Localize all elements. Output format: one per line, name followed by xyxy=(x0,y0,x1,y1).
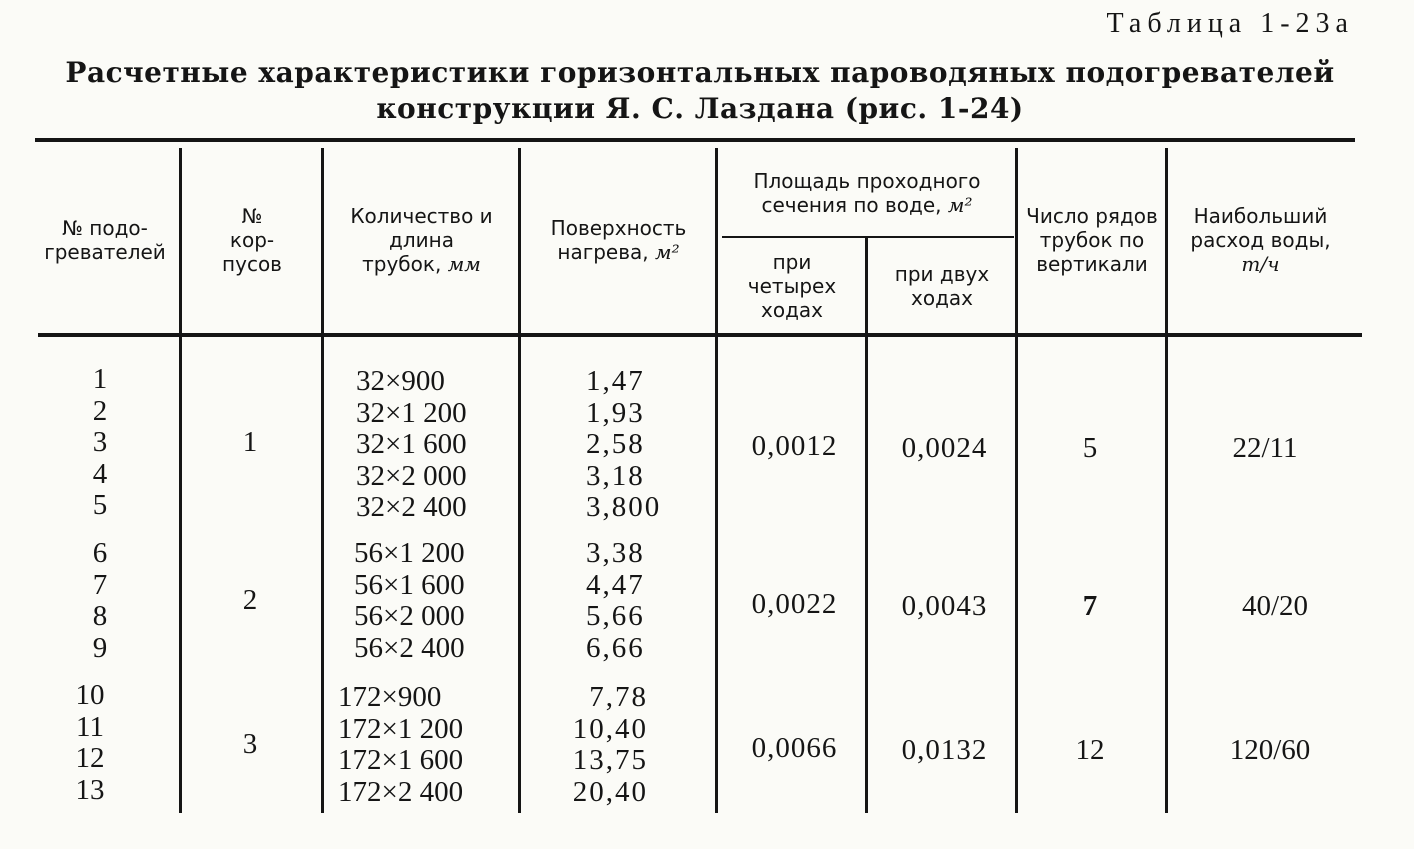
table-number-label: Таблица 1-23а xyxy=(1106,8,1354,39)
group-1-rows: 5 xyxy=(1082,432,1098,464)
surface-value: 3,800 xyxy=(586,491,662,524)
tube-spec: 32×1 600 xyxy=(356,428,467,461)
group-3-heaters xyxy=(50,680,130,806)
tube-spec: 32×1 200 xyxy=(356,396,467,429)
table-title xyxy=(40,55,1360,127)
surface-value: 3,38 xyxy=(586,537,645,569)
header-bottom-rule xyxy=(38,333,1362,337)
heater-no: 13 xyxy=(75,773,105,806)
tube-spec: 172×1 200 xyxy=(338,712,464,745)
subheader-rule xyxy=(722,236,1014,238)
surface-value: 13,75 xyxy=(572,744,648,777)
group-3-body: 3 xyxy=(242,728,258,760)
group-2-surface xyxy=(586,538,696,664)
heater-no: 10 xyxy=(75,679,105,711)
header-body-no: № кор-пусов xyxy=(222,204,282,276)
heater-no: 11 xyxy=(76,710,104,743)
surface-value: 1,93 xyxy=(586,396,645,429)
heater-no: 3 xyxy=(92,426,108,459)
surface-value: 2,58 xyxy=(586,428,645,461)
header-surface: Поверхность нагрева, м² xyxy=(550,216,687,264)
group-1-area-four: 0,0012 xyxy=(751,430,838,462)
heater-no: 6 xyxy=(92,537,108,569)
header-rows: Число рядов трубок по вертикали xyxy=(1026,204,1158,276)
group-1-heaters xyxy=(60,364,140,522)
surface-value: 20,40 xyxy=(572,775,648,808)
group-2-area-two: 0,0043 xyxy=(901,590,988,622)
group-3-rows: 12 xyxy=(1075,734,1105,766)
tube-spec: 32×2 000 xyxy=(356,459,467,492)
group-2-rows: 7 xyxy=(1082,590,1098,622)
heater-no: 4 xyxy=(92,457,108,490)
header-tubes: Количество и длина трубок, мм xyxy=(350,204,493,276)
header-area-four-passes: при четырех ходах xyxy=(747,250,837,322)
group-3-area-two: 0,0132 xyxy=(901,734,988,766)
header-flow: Наибольший расход воды, т/ч xyxy=(1190,204,1331,276)
tube-spec: 56×1 200 xyxy=(354,537,465,569)
group-2-body: 2 xyxy=(242,584,258,616)
surface-value: 6,66 xyxy=(586,631,645,664)
header-heater-no: № подо-гревателей xyxy=(44,216,166,264)
group-3-surface xyxy=(540,682,648,808)
tube-spec: 56×2 400 xyxy=(354,631,465,664)
heater-no: 7 xyxy=(92,568,108,601)
tube-spec: 172×1 600 xyxy=(338,744,464,777)
heater-no: 1 xyxy=(92,363,108,395)
surface-value: 5,66 xyxy=(586,600,645,633)
group-3-flow: 120/60 xyxy=(1229,734,1311,766)
group-1-tubes xyxy=(356,366,516,524)
header-area-two-passes: при двух ходах xyxy=(894,262,990,310)
surface-value: 4,47 xyxy=(586,568,645,601)
tube-spec: 56×1 600 xyxy=(354,568,465,601)
group-3-tubes xyxy=(338,682,508,808)
heater-no: 5 xyxy=(92,489,108,522)
group-2-heaters xyxy=(60,538,140,664)
surface-value: 10,40 xyxy=(572,712,648,745)
title-line-1: Расчетные характеристики горизонтальных пароводяных подогревателей xyxy=(65,56,1335,89)
top-rule xyxy=(35,138,1355,142)
group-1-body: 1 xyxy=(242,426,258,458)
heater-no: 2 xyxy=(92,394,108,427)
group-1-area-two: 0,0024 xyxy=(901,432,988,464)
surface-value: 3,18 xyxy=(586,459,645,492)
header-area: Площадь проходного сечения по воде, м² xyxy=(753,169,981,217)
heater-no: 8 xyxy=(92,600,108,633)
group-2-tubes xyxy=(354,538,514,664)
tube-spec: 32×900 xyxy=(356,365,445,397)
group-1-flow: 22/11 xyxy=(1232,432,1298,464)
group-2-area-four: 0,0022 xyxy=(751,588,838,620)
heater-no: 12 xyxy=(75,742,105,775)
surface-value: 1,47 xyxy=(586,365,645,397)
tube-spec: 172×2 400 xyxy=(338,775,464,808)
group-1-surface xyxy=(586,366,696,524)
group-3-area-four: 0,0066 xyxy=(751,732,838,764)
surface-value: 7,78 xyxy=(589,681,648,713)
tube-spec: 32×2 400 xyxy=(356,491,467,524)
tube-spec: 56×2 000 xyxy=(354,600,465,633)
title-line-2: конструкции Я. С. Лаздана (рис. 1-24) xyxy=(376,92,1024,125)
tube-spec: 172×900 xyxy=(338,681,442,713)
group-2-flow: 40/20 xyxy=(1241,590,1309,622)
heater-no: 9 xyxy=(92,631,108,664)
